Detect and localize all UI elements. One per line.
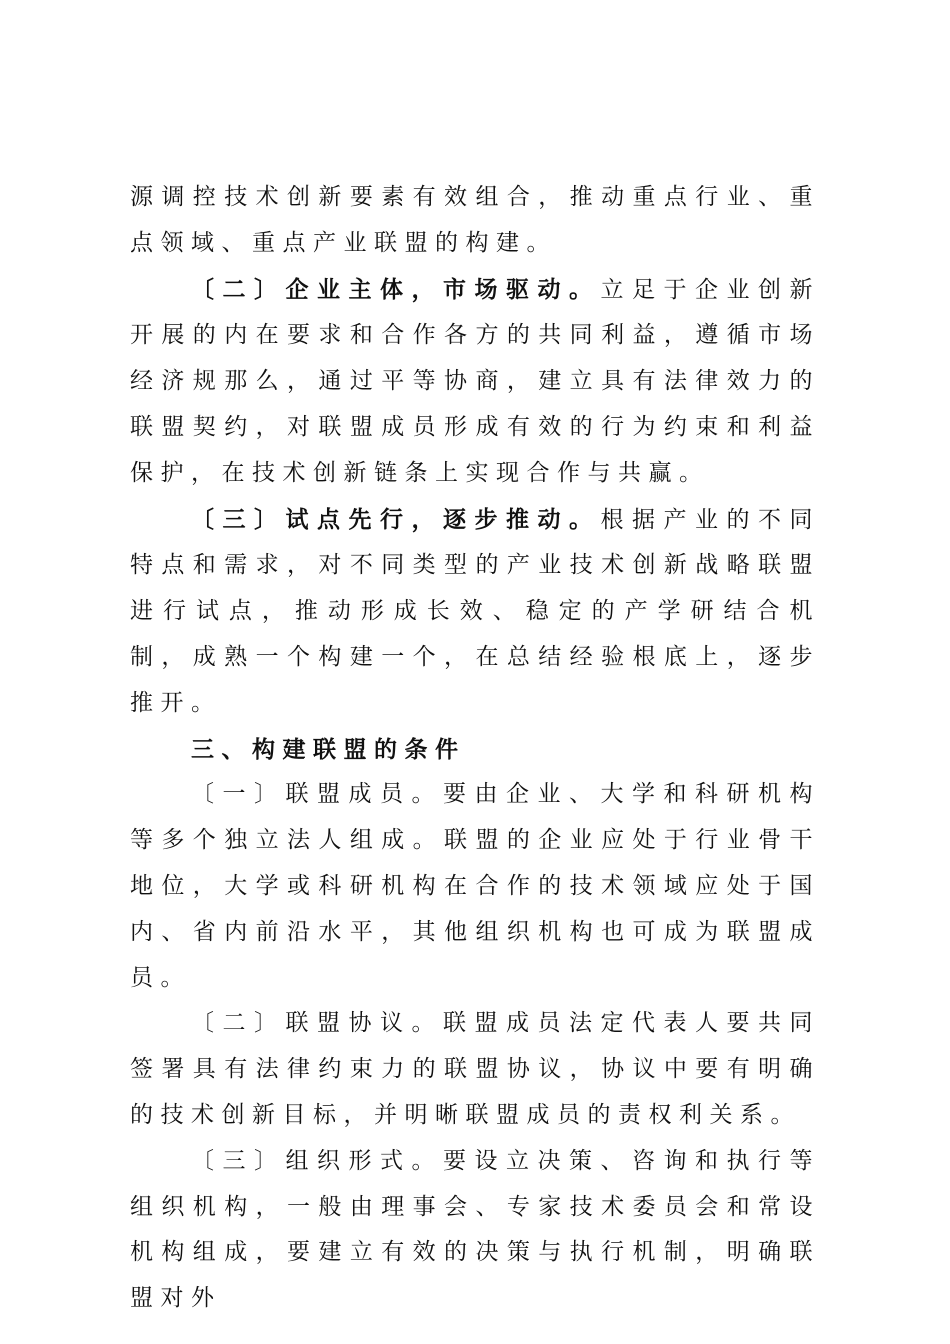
paragraph-lead: 〔二〕企业主体，市场驱动。 bbox=[191, 275, 601, 303]
paragraph-text: 〔一〕联盟成员。要由企业、大学和科研机构等多个独立法人组成。联盟的企业应处于行业骨干地位，大学或科研机构在合作的技术领域应处于国内、省内前沿水平，其他组织机构也可成为联盟成员。 bbox=[130, 781, 820, 991]
paragraph-text: 〔三〕组织形式。要设立决策、咨询和执行等组织机构，一般由理事会、专家技术委员会和常设机构组成，要建立有效的决策与执行机制，明确联盟对外 bbox=[130, 1147, 820, 1312]
paragraph-lead: 〔三〕试点先行，逐步推动。 bbox=[191, 505, 601, 533]
paragraph-text: 源调控技术创新要素有效组合，推动重点行业、重点领域、重点产业联盟的构建。 bbox=[130, 184, 820, 256]
document-body bbox=[130, 175, 820, 1322]
paragraph-principle-pilot bbox=[130, 497, 820, 727]
paragraph-condition-members bbox=[130, 772, 820, 1001]
paragraph-text: 立足于企业创新开展的内在要求和合作各方的共同利益，遵循市场经济规那么，通过平等协商，建立具有法律效力的联盟契约，对联盟成员形成有效的行为约束和利益保护，在技术创新链条上实现合作与共赢。 bbox=[130, 276, 820, 486]
paragraph-text: 根据产业的不同特点和需求，对不同类型的产业技术创新战略联盟进行试点，推动形成长效、稳定的产学研结合机制，成熟一个构建一个，在总结经验根底上，逐步推开。 bbox=[130, 506, 820, 716]
paragraph-condition-organization bbox=[130, 1139, 820, 1322]
section-heading: 三、构建联盟的条件 bbox=[191, 735, 466, 763]
paragraph-principle-enterprise bbox=[130, 267, 820, 497]
paragraph-continuation bbox=[130, 175, 820, 267]
paragraph-condition-agreement bbox=[130, 1001, 820, 1138]
paragraph-text: 〔二〕联盟协议。联盟成员法定代表人要共同签署具有法律约束力的联盟协议，协议中要有明确的技术创新目标，并明晰联盟成员的责权利关系。 bbox=[130, 1010, 820, 1128]
